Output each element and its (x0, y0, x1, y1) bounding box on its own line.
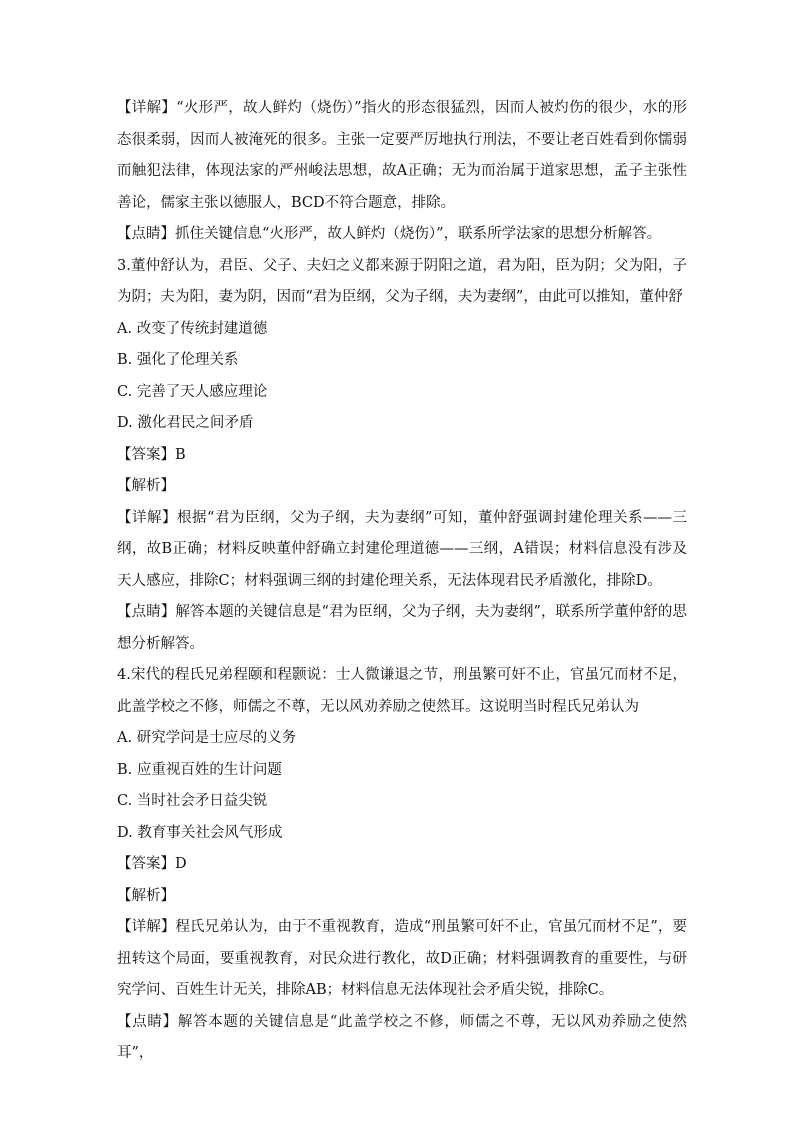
question-3-analysis-heading: 【解析】 (117, 478, 175, 494)
question-3-tip: 【点睛】解答本题的关键信息是“君为臣纲，父为子纲，夫为妻纲”，联系所学董仲舒的思想分析解答。 (117, 604, 687, 652)
question-3-explanation: 【详解】根据“君为臣纲，父为子纲，夫为妻纲”可知，董仲舒强调封建伦理关系——三纲，故B正确；材料反映董仲舒确立封建伦理道德——三纲，A错误；材料信息没有涉及天人感应，排除C；材料强调三纲的封建伦理关系，无法体现君民矛盾激化，排除D。 (117, 509, 687, 589)
question-4-option-b: B. 应重视百姓的生计问题 (117, 761, 282, 778)
tip-paragraph: 【点睛】抓住关键信息“火形严，故人鲜灼（烧伤）”，联系所学法家的思想分析解答。 (117, 226, 662, 242)
question-3-option-a: A. 改变了传统封建道德 (117, 320, 268, 337)
question-4-stem: 4.宋代的程氏兄弟程颐和程颢说：士人微谦退之节，刑虽繁可奸不止，官虽冗而材不足，此盖学校之不修，师儒之不尊，无以风劝养励之使然耳。这说明当时程氏兄弟认为 (117, 667, 687, 715)
question-3-option-d: D. 激化君民之间矛盾 (117, 415, 254, 431)
question-3-option-c: C. 完善了天人感应理论 (117, 383, 268, 400)
question-3-answer: 【答案】B (117, 446, 186, 463)
question-4-explanation: 【详解】程氏兄弟认为，由于不重视教育，造成“刑虽繁可奸不止，官虽冗而材不足”，要扭转这个局面，要重视教育，对民众进行教化，故D正确；材料强调教育的重要性，与研究学问、百姓生计无关，排除AB；材料信息无法体现社会矛盾尖锐，排除C。 (117, 919, 687, 998)
question-4-analysis-heading: 【解析】 (117, 887, 175, 904)
question-4-option-c: C. 当时社会矛日益尖锐 (117, 793, 268, 809)
document-body (117, 93, 687, 1070)
question-4-option-a: A. 研究学问是士应尽的义务 (117, 730, 297, 746)
question-4-answer: 【答案】D (117, 856, 187, 872)
question-4-option-d: D. 教育事关社会风气形成 (117, 824, 283, 841)
question-3-option-b: B. 强化了伦理关系 (117, 352, 239, 368)
question-4-tip: 【点睛】解答本题的关键信息是“此盖学校之不修，师儒之不尊，无以风劝养励之使然耳”， (117, 1013, 687, 1061)
explanation-paragraph: 【详解】“火形严，故人鲜灼（烧伤）”指火的形态很猛烈，因而人被灼伤的很少，水的形态很柔弱，因而人被淹死的很多。主张一定要严厉地执行刑法，不要让老百姓看到你懦弱而触犯法律，体现法家的严州峻法思想，故A正确；无为而治属于道家思想，孟子主张性善论，儒家主张以德服人，BCD不符合题意，排除。 (117, 100, 687, 211)
question-3-stem: 3.董仲舒认为，君臣、父子、夫妇之义都来源于阴阳之道，君为阳，臣为阴；父为阳，子为阴；夫为阳，妻为阴，因而“君为臣纲，父为子纲，夫为妻纲”，由此可以推知，董仲舒 (117, 257, 687, 305)
